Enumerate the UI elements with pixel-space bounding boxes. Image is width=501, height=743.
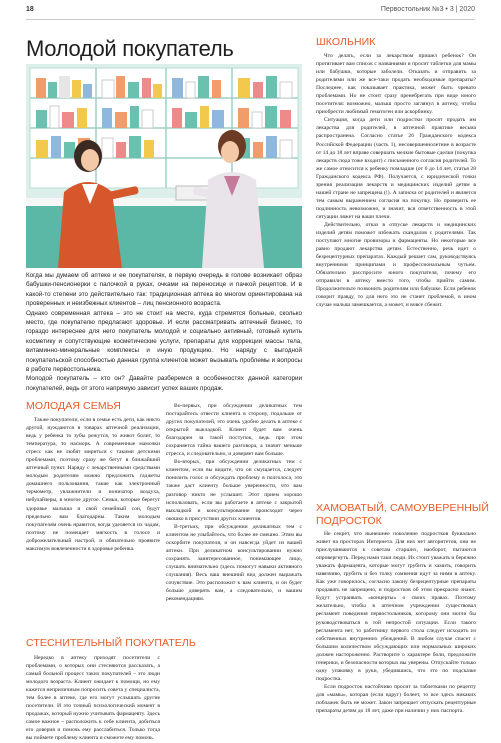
journal-title: Первостольник №3 • 3 | 2020 [380,6,475,13]
body-paragraph: Нередко в аптеку приходят посетители с проблемами, о которых они стесняются рассказать, а самый больной процесс таких покупателей – это люди молодого возраста. Клиент ожидает к помощи, но ему кажется неприличным попросить совета у специалиста, тем более в аптеке, где его могут услышать другие посетители. И это точный психологический момент в продажах, который нужно учитывать фармацевту. Здесь самое важное – расположить к себе клиента, добиться его доверия и помочь ему расслабиться. Только тогда вы поймете проблему клиента и сможете ему помочь. [26,655,160,742]
article-lead [26,271,302,393]
body-paragraph: Если подросток настойчиво просит за таблетками по рецепту для «мамы», которая (если вдруг) болеет, то все здесь никаких поблажек быть не может. Закон запрещает отпускать рецептурные препараты детям до 18 лет, даже при наличии у них паспорта. [316,683,476,715]
article-title: Молодой покупатель [26,36,234,61]
page-number: 18 [26,6,34,13]
section-shy-buyer-text-start [26,654,160,742]
section-heading-schoolboy: ШКОЛЬНИК [316,36,376,48]
lead-paragraph: Когда мы думаем об аптеке и ее покупателях, в первую очередь в голове возникает образ бабушки-пенсионерки с палочкой в руках, очками на переносице и пачкой рецептов. И в какой-то степени это действительно так: традиционная аптека во многом ориентирована на проверенных и неизбежных клиентов – лиц пенсионного возраста. [26,272,302,308]
body-paragraph: Во-вторых, при обсуждении деликатных тем с клиентом, если вы видите, что он смущается, следует понизить голос и обсуждать проблему в полголоса, это также даст клиенту больше уверенности, что вам разговор никто не услышит. Этот прием хорошо использовать, если вы работаете в аптеке с закрытой выкладкой и консультирование происходит через окошко в присутствии других клиентов. [166,459,302,522]
section-heading-braggart: ХАМОВАТЫЙ, САМОУВЕРЕННЫЙ ПОДРОСТОК [316,502,489,527]
body-paragraph: Также покупатели, если в семье есть дети, как никто другой, нуждаются в товарах аптечной реализации, ведь у ребенка то зубы режутся, то живот болит, то температура, то насморк. А современные мамочки стресс как не любят мириться с такими детскими проблемами, поэтому сразу же бегут в ближайший аптечный пункт. Наряду с лекарственными средствами молодым родителям можно предложить гаджеты домашнего пользования, такие как электронный термометр, увлажнители и ионизатор воздуха, небулайзеры, в многое другое. Семьи, которые берегут здоровье малыша и свой семейный сон, будут предельно вам благодарны. Таким молодым покупателям очень нравится, когда уделяется их чадам, поэтому не помещает мягкость в голосе и доброжелательный настрой, и обязательно проявите максимум вовлеченности в здоровье ребенка. [26,417,160,552]
section-heading-young-family: МОЛОДАЯ СЕМЬЯ [26,400,121,412]
section-shy-buyer-text-continued [166,402,302,700]
running-header [26,6,475,18]
section-schoolboy-text [316,52,476,500]
body-paragraph: Действительно, отказ в отпуске лекарств и медицинских изделий детям поможет избежать скандалов с родителями. Так поступают многие провизоры и фармацевты. Но некоторые все равно продают лекарства детям. Естественно, речь идет о безрецептурных препаратах. Каждый решает сам, руководствуясь внутренними принципами и профессиональным чутьем. Обязательно расспросите юного покупателя, почему его отправили в аптеку вместо того, чтобы прийти самим. Продолжительте позвонить родителям или бабушке. Если ребенок говорит правду, то для него это не станет проблемой, в ином случае малыш замешкается, а может, и вовсе сбежит. [316,221,476,309]
body-paragraph: Не секрет, что нынешнее поколение подростков буквально живет на просторах Интернета. Для них нет авторитетов, они не прислушиваются к советам старших, наоборот, пытаются опровергнуть. Перед нами таки люди. Их стоит уважать и бережно уважать фармацевта, которые могут грубить и хамить, говорить навязчиво, грубить и без толку сомнения идут за ними в аптеку. Как уже говорилось, согласно закону безрецептурные препараты продавать не запрещено, и подростков об этом прекрасно знают. Будут устраивать «концерты» о своих правах. Поэтому желательно, чтобы в аптечном учреждении существовал регламент поведения первостольников, которому они могли бы руководствоваться в той непростой ситуации. Если такого регламента нет, то работнику первого стола следует исходить из собственных внутренних убеждений. В любом случае спасет с большим количеством обсуждающих или нормальных широких должен настороженно. Растворите о характере боли, предложите генерики, и безопасности которых вы уверены. Отпускайте только одну упаковку в руки, убедившись, что это по подсказке подростка. [316,531,476,682]
header-divider [26,19,475,20]
lead-paragraph: Молодой покупатель – кто он? Давайте разберемся в особенностях данной категории покупателей, ведь от этого напрямую зависит успех ваших продаж. [26,375,302,392]
section-heading-shy-buyer: СТЕСНИТЕЛЬНЫЙ ПОКУПАТЕЛЬ [26,637,196,649]
section-young-family-text [26,416,160,630]
pharmacy-illustration [26,64,302,268]
section-braggart-text [316,530,476,715]
body-paragraph: Во-первых, при обсуждении деликатных тем постарайтесь отвести клиента в сторону, подальше от других покупателей, это очень удобно делать в аптеке с открытой выкладкой. Клиент будет вам очень благодарен за такой поступок, ведь при этом сохраняется тайна вашего разговора, а значит меньше стресса, и следовательно, и доверяет вам больше. [166,403,302,458]
body-paragraph: Ситуация, когда дети или подростки просят продать им лекарства для родителей, в аптечной практике весьма распространена. Согласно статье 26 Гражданского кодекса Российской Федерации (часть 1), несовершеннолетние в возрасте от 14 до 18 лет вправе совершать мелкие бытовые сделки (покупка лекарств сюда тоже входит) с письменного согласия родителей. То же самое относится к ребенку помладше (от 6 до 14 лет, статья 28 Гражданского кодекса РФ). Получается, с юридической точки зрения реализация лекарств и медицинских изделий детям в нашей стране не запрещена (!). А записка от родителей и является тем самым выражением согласия на покупку. Но проверить ее подлинность невозможно, и значит, вся ответственность в этой ситуации ляжет на ваши плечи. [316,117,476,220]
body-paragraph: Что делать, если за лекарством пришел ребенок? Он протягивает вам список с названиями и просит таблетки для мамы или бабушки, которые заболели. Отказать и отправить за родителями или же все-таки продать необходимые препараты? Последнее, как показывает практика, может быть чревато проблемами. Но не стоит сразу пренебрегать при виде юного посетителя: возможно, малыш просто заглянул в аптеку, чтобы приобрести любимый гематоген или аскорбинку. [316,53,476,116]
body-paragraph: В-третьих, при обсуждении деликатных тем с клиентом не улыбайтесь, что более не смешно. Этим вы оскорбите покупателя, и он навсегда уйдет из вашей аптеки. При деликатном консультировании нужно сохранять заинтересованное, понимающее лицо, слушать внимательно (здесь помогут навыки активного слушания). Весь ваш внешний вид должен выражать сочувствие. Это расположит к вам клиента, и он будет больше доверять вам, а следовательно, и вашим рекомендациям. [166,523,302,603]
lead-paragraph: Однако современная аптека – это не стоит на месте, куда стремятся больные, сколько место, где покупателю предлагают здоровье. И если рассматривать аптечный бизнес, то гораздо интереснее для него покупатель молодой и социально активный, готовый купить косметику и сопутствующие косметические услуги, препараты для коррекции массы тела, витаминно-минеральные комплексы и иную продукцию. Но наряду с выгодной покупательской способностью данная группа клиентов может вызывать проблемы и вопросы в работе первостольника. [26,309,302,374]
